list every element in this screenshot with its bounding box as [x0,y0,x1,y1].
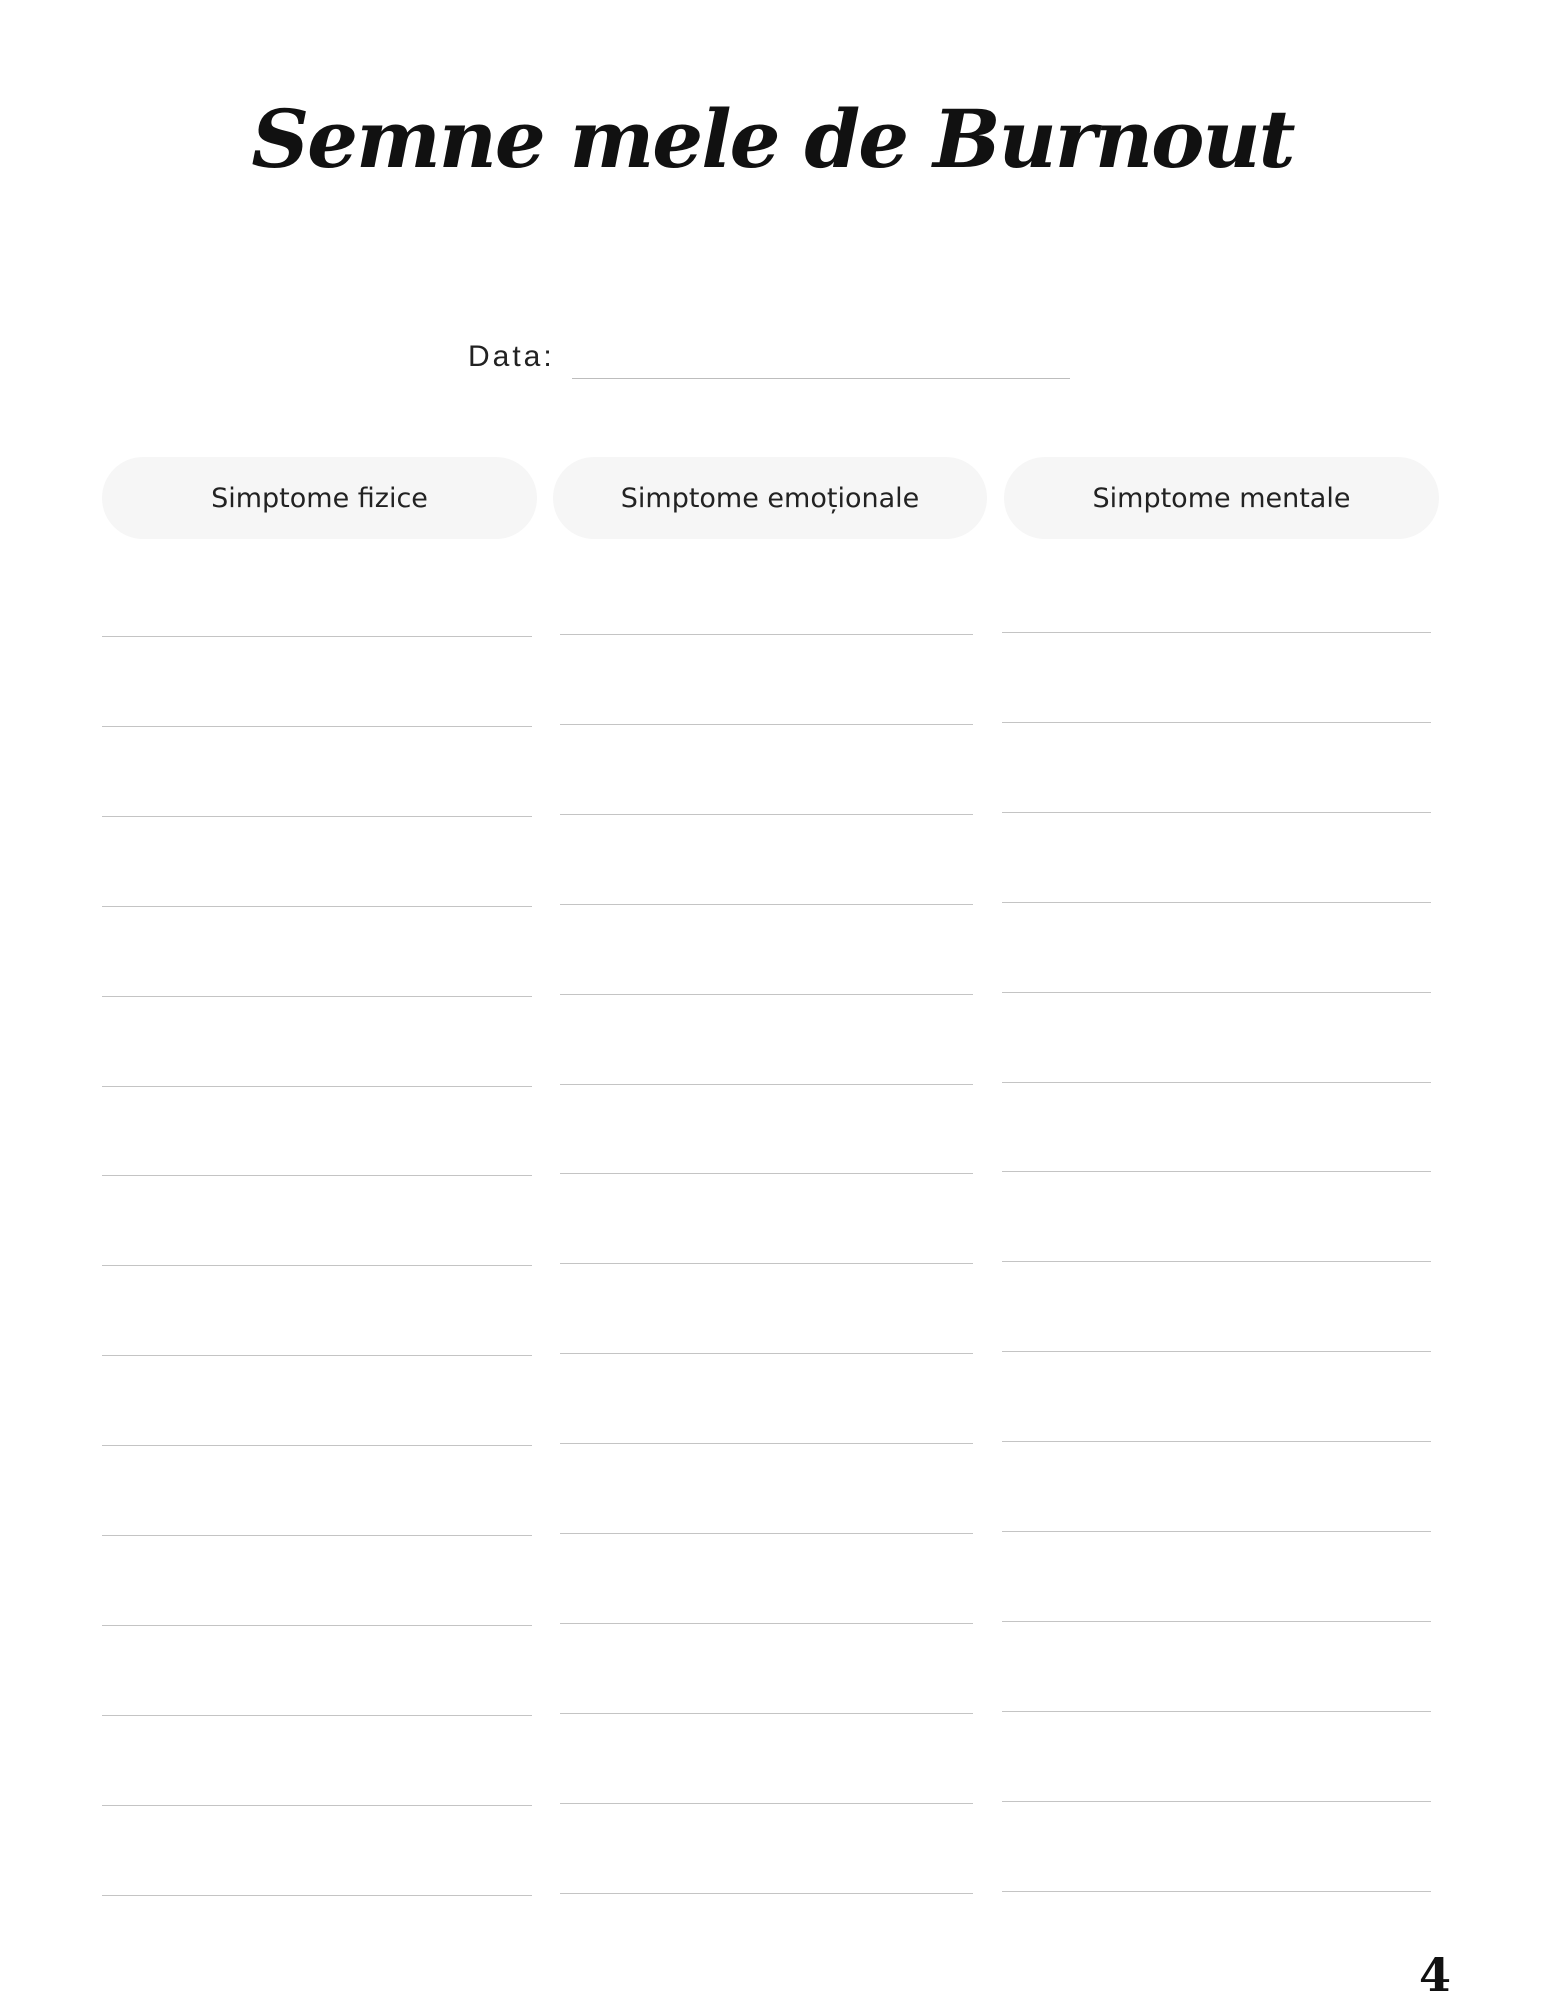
writing-line[interactable] [102,1355,532,1356]
writing-line[interactable] [560,634,973,635]
writing-line[interactable] [1002,1621,1431,1622]
writing-line[interactable] [102,1445,532,1446]
writing-line[interactable] [102,906,532,907]
writing-line[interactable] [560,994,973,995]
writing-line[interactable] [560,724,973,725]
column-header-emotional: Simptome emoționale [553,457,987,539]
writing-line[interactable] [102,1715,532,1716]
writing-line[interactable] [560,814,973,815]
writing-line[interactable] [1002,1711,1431,1712]
writing-line[interactable] [102,726,532,727]
writing-line[interactable] [1002,1351,1431,1352]
writing-line[interactable] [1002,722,1431,723]
writing-line[interactable] [560,904,973,905]
writing-line[interactable] [560,1353,973,1354]
writing-line[interactable] [102,1175,532,1176]
writing-line[interactable] [102,1086,532,1087]
column-header-mental: Simptome mentale [1004,457,1439,539]
writing-line[interactable] [1002,1531,1431,1532]
writing-line[interactable] [102,1805,532,1806]
writing-line[interactable] [560,1893,973,1894]
writing-line[interactable] [560,1803,973,1804]
writing-line[interactable] [102,636,532,637]
page-title: Semne mele de Burnout [251,92,1294,186]
writing-line[interactable] [1002,992,1431,993]
column-header-physical: Simptome fizice [102,457,537,539]
writing-line[interactable] [1002,902,1431,903]
writing-line[interactable] [102,1895,532,1896]
writing-line[interactable] [1002,1171,1431,1172]
writing-line[interactable] [1002,1891,1431,1892]
writing-line[interactable] [560,1263,973,1264]
writing-line[interactable] [102,1265,532,1266]
writing-line[interactable] [560,1173,973,1174]
writing-line[interactable] [102,1625,532,1626]
writing-line[interactable] [1002,1441,1431,1442]
writing-line[interactable] [1002,1801,1431,1802]
date-field-line[interactable] [572,378,1070,379]
writing-line[interactable] [560,1713,973,1714]
writing-line[interactable] [102,1535,532,1536]
writing-line[interactable] [102,996,532,997]
writing-line[interactable] [102,816,532,817]
writing-line[interactable] [560,1533,973,1534]
writing-line[interactable] [560,1623,973,1624]
writing-line[interactable] [1002,1082,1431,1083]
page-number: 4 [1418,1948,1451,2002]
writing-line[interactable] [1002,1261,1431,1262]
writing-line[interactable] [1002,812,1431,813]
writing-line[interactable] [1002,632,1431,633]
writing-line[interactable] [560,1084,973,1085]
writing-line[interactable] [560,1443,973,1444]
date-label: Data: [468,340,555,373]
